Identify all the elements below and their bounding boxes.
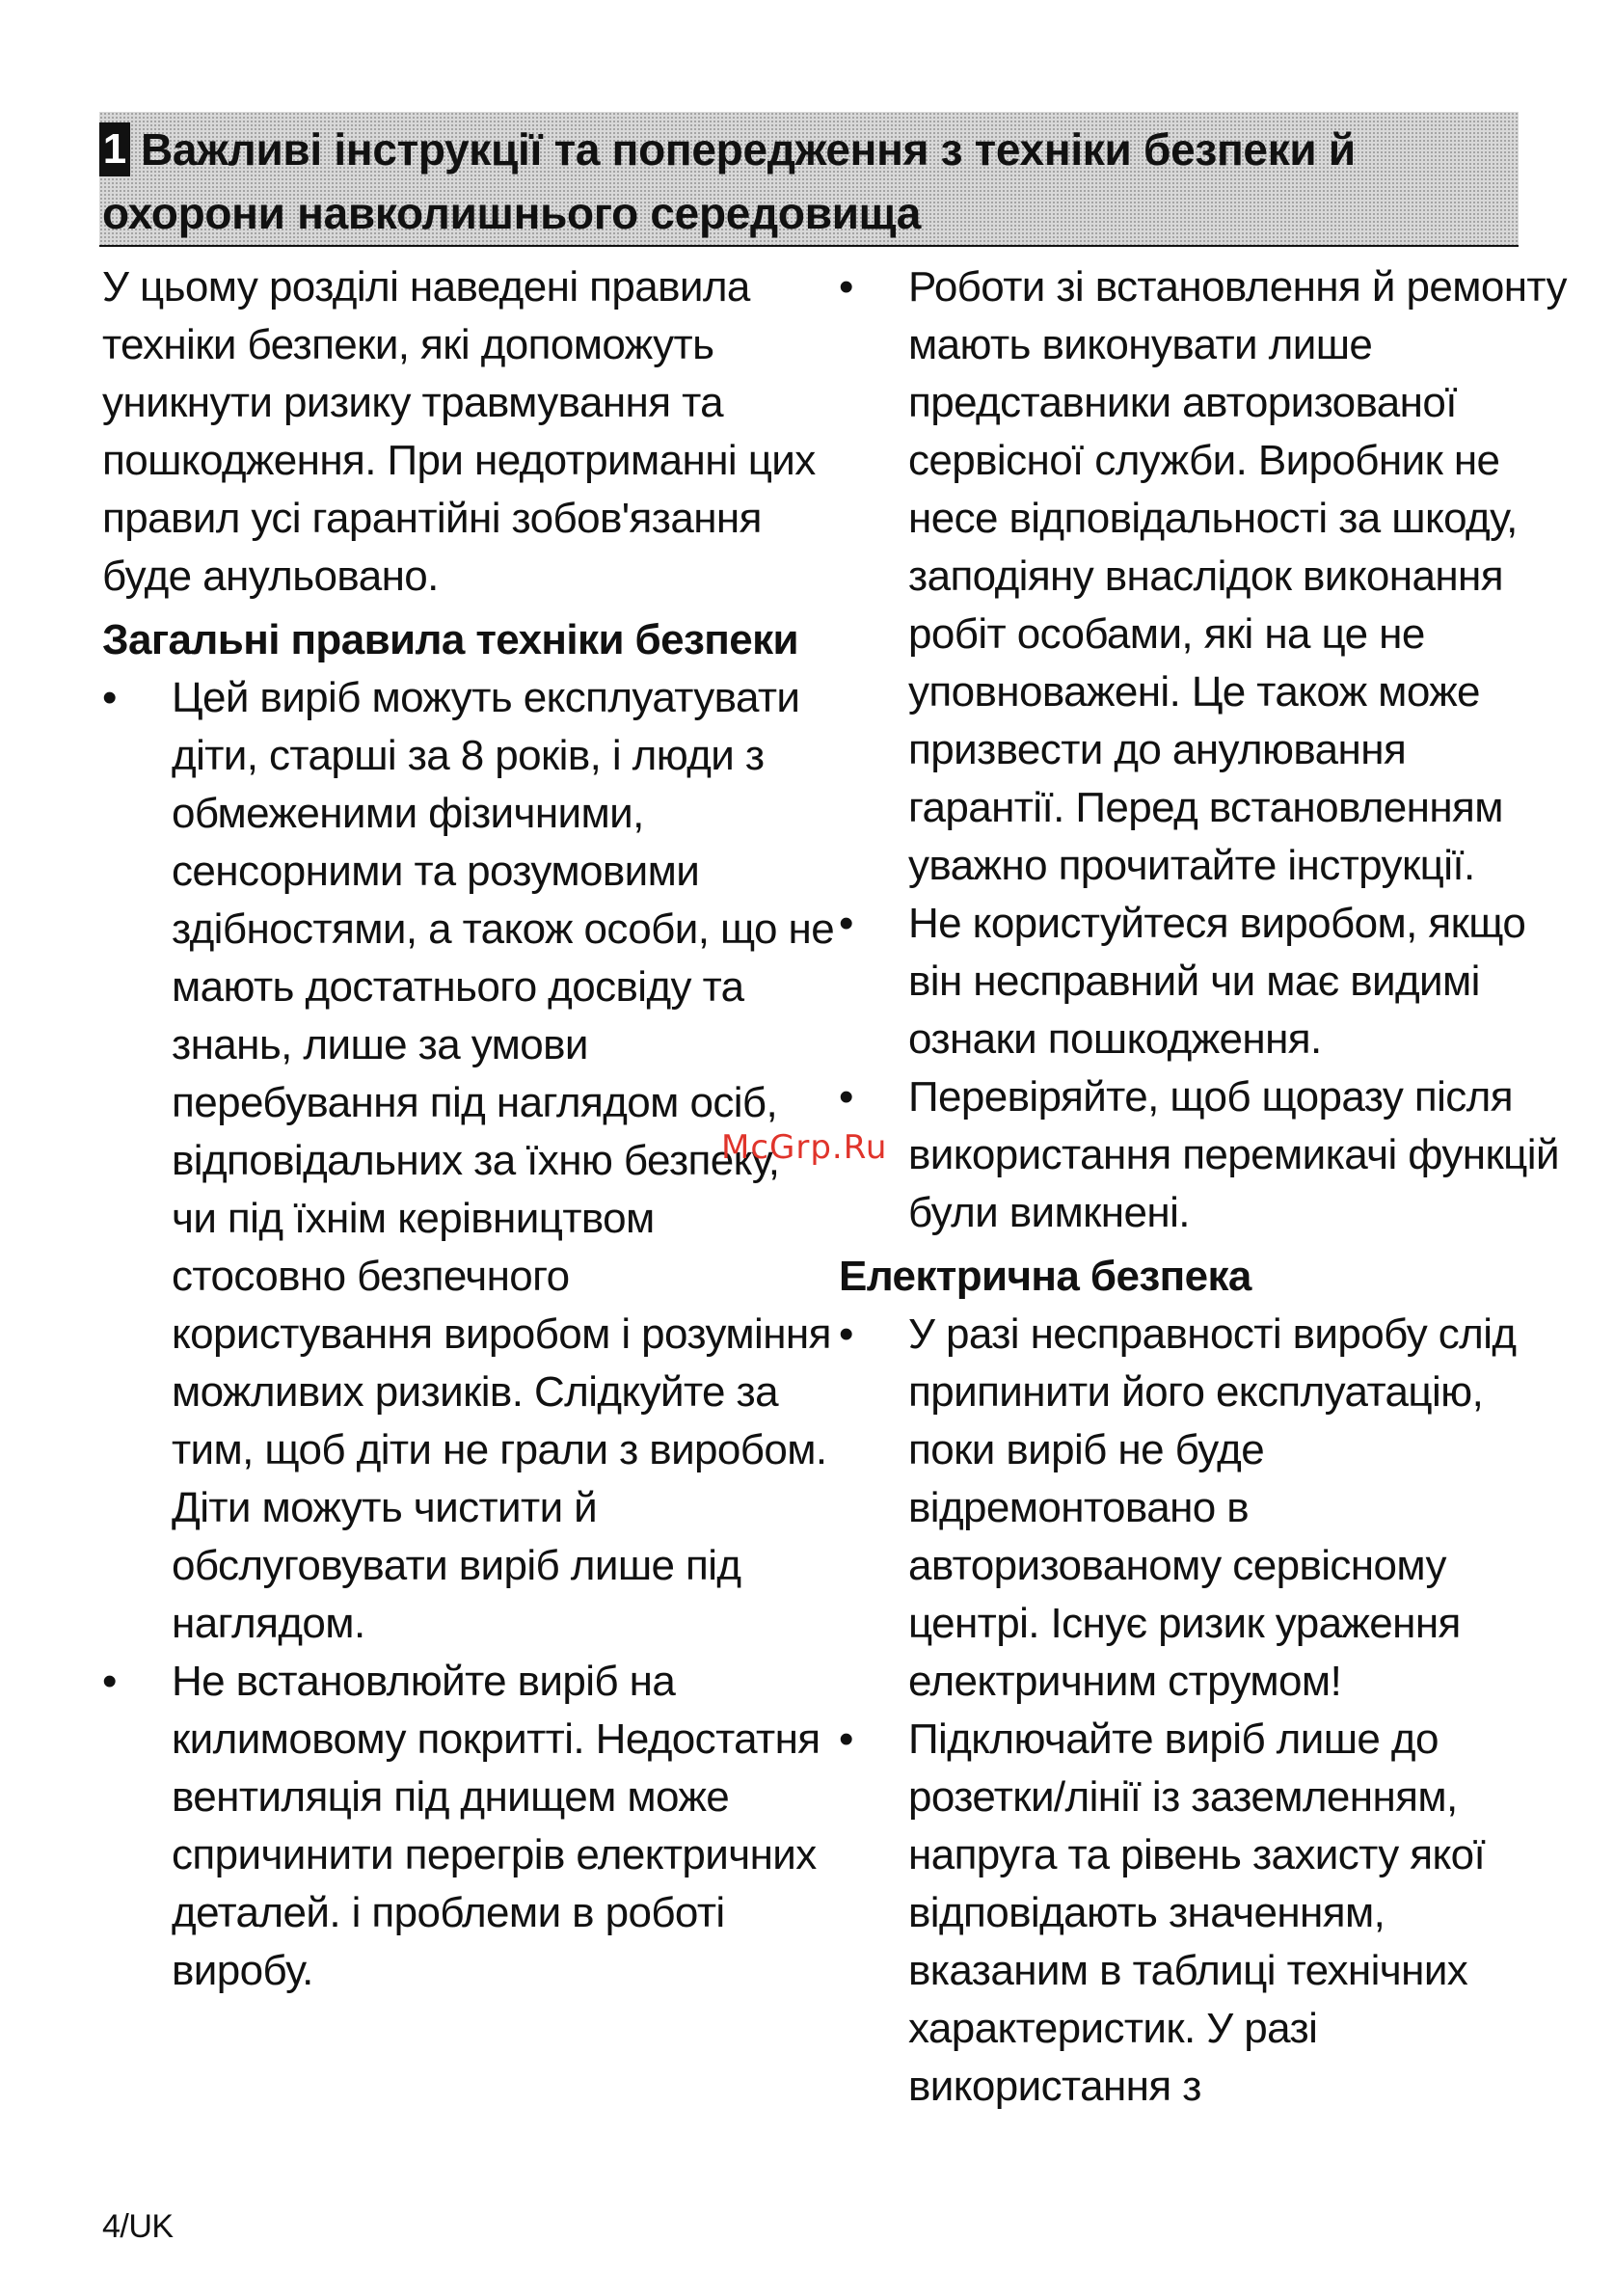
list-item — [839, 1711, 1572, 2116]
bullet-icon: • — [839, 1310, 853, 1358]
list-item — [839, 1068, 1572, 1242]
bullet-icon: • — [839, 1715, 853, 1763]
list-item-text: Не встановлюйте виріб на килимовому покритті. Недостатня вентиляція під днищем може спричинити перегрів електричних деталей. і проблеми в роботі виробу. — [172, 1658, 820, 1994]
right-column — [839, 258, 1572, 2116]
page-number: 4/UK — [102, 2208, 174, 2245]
electrical-safety-heading: Електрична безпека — [839, 1253, 1251, 1300]
bullet-icon: • — [839, 900, 853, 947]
bullet-icon: • — [102, 1658, 117, 1705]
section-number: 1 — [99, 122, 130, 176]
list-item-text: У разі несправності виробу слід припинити його експлуатацію, поки виріб не буде відремонтовано в авторизованому сервісному центрі. Існує ризик ураження електричним струмом! — [908, 1310, 1517, 1705]
bullet-icon: • — [839, 263, 853, 311]
general-safety-heading: Загальні правила техніки безпеки — [102, 616, 798, 663]
watermark: McGrp.Ru — [721, 1128, 888, 1167]
list-item — [102, 1653, 835, 2000]
list-item-text: Роботи зі встановлення й ремонту мають виконувати лише представники авторизованої сервісної служби. Виробник не несе відповідальності за шкоду, заподіяну внаслідок виконання робіт особами, які на це не уповноважені. Це також може призвести до анулювання гарантії. Перед встановленням уважно прочитайте інструкції. — [908, 263, 1567, 889]
intro-paragraph: У цьому розділі наведені правила техніки безпеки, які допоможуть уникнути ризику травмування та пошкодження. При недотриманні цих правил усі гарантійні зобов'язання буде анульовано. — [102, 263, 816, 600]
list-item — [839, 895, 1572, 1068]
general-safety-list — [102, 669, 835, 2000]
bullet-icon: • — [839, 1073, 853, 1121]
bullet-icon: • — [102, 674, 117, 721]
electrical-safety-list — [839, 1306, 1572, 2116]
list-item-text: Перевіряйте, щоб щоразу після використання перемикачі функцій були вимкнені. — [908, 1073, 1559, 1236]
list-item-text: Не користуйтеся виробом, якщо він несправний чи має видимі ознаки пошкодження. — [908, 900, 1526, 1063]
list-item — [839, 1306, 1572, 1711]
section-title: Важливі інструкції та попередження з техніки безпеки й охорони навколишнього середовища — [102, 124, 1356, 238]
general-safety-list-continued — [839, 258, 1572, 1242]
list-item-text: Підключайте виріб лише до розетки/лінії із заземленням, напруга та рівень захисту якої відповідають значенням, вказаним в таблиці технічних характеристик. У разі використання з — [908, 1715, 1486, 2110]
list-item — [839, 258, 1572, 895]
list-item-text: Цей виріб можуть експлуатувати діти, старші за 8 років, і люди з обмеженими фізичними, сенсорними та розумовими здібностями, а також особи, що не мають достатнього досвіду та знань, лише за умови перебування під наглядом осіб, відповідальних за їхню безпеку, чи під їхнім керівництвом стосовно безпечного користування виробом і розуміння можливих ризиків. Слідкуйте за тим, щоб діти не грали з виробом. Діти можуть чистити й обслуговувати виріб лише під наглядом. — [172, 674, 835, 1647]
